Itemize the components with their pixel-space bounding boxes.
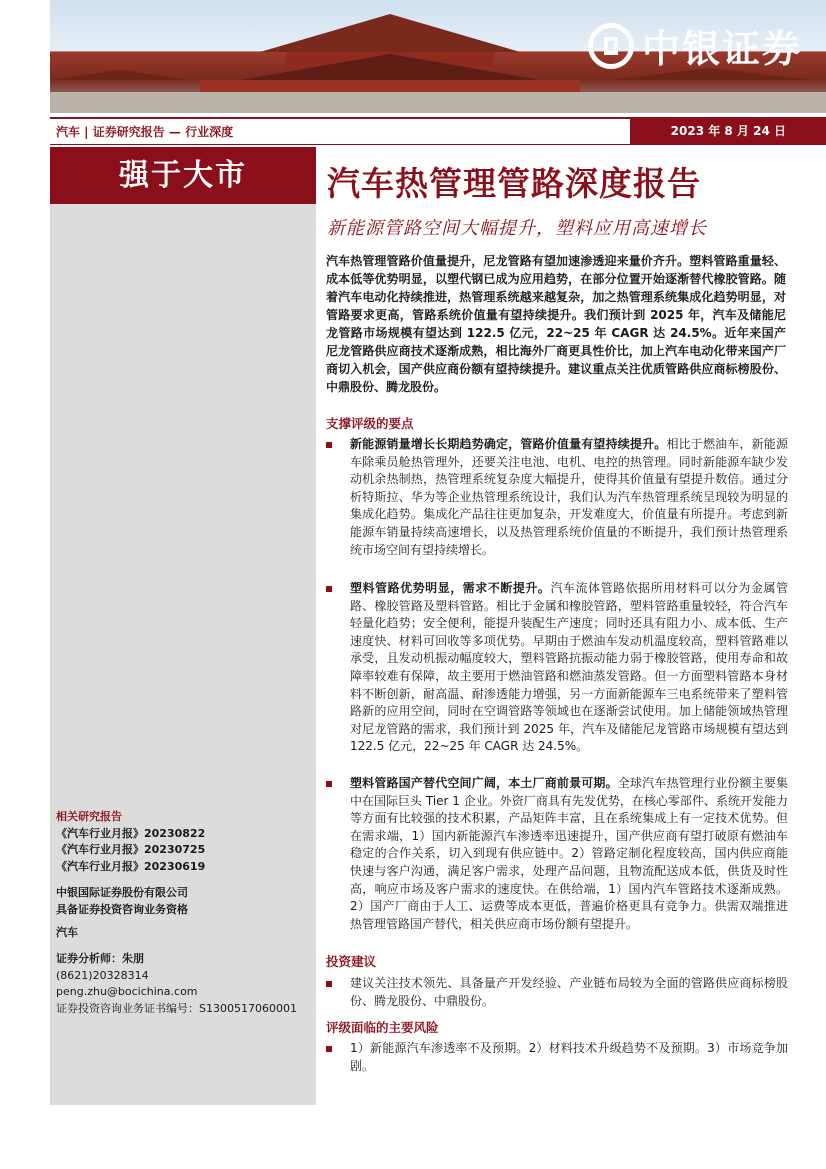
points-heading: 支撑评级的要点 [326,416,414,431]
company-qualification: 具备证券投资咨询业务资格 [56,902,188,916]
point-item [326,436,788,559]
risk-text: 1）新能源汽车渗透率不及预期。2）材料技术升级趋势不及预期。3）市场竞争加剧。 [350,1041,788,1073]
point-lead: 塑料管路优势明显，需求不断提升。 [350,581,551,595]
related-report-item[interactable]: 《汽车行业月报》20230822 [56,826,206,840]
invest-heading: 投资建议 [326,954,377,969]
related-report-item[interactable]: 《汽车行业月报》20230725 [56,843,206,856]
report-date: 2023 年 8 月 24 日 [630,119,826,144]
sector-label: 汽车 [56,926,78,939]
point-item [326,775,788,933]
point-lead: 塑料管路国产替代空间广阔，本土厂商前景可期。 [350,776,618,790]
sidebar [50,147,316,1105]
analyst-name: 证券分析师：朱朋 [56,952,144,965]
related-report-item[interactable]: 《汽车行业月报》20230619 [56,859,206,873]
point-lead: 新能源销量增长长期趋势确定，管路价值量有望持续提升。 [350,437,667,451]
risk-item [326,1040,788,1075]
related-reports [56,809,205,875]
summary-paragraph: 汽车热管理管路价值量提升，尼龙管路有望加速渗透迎来量价齐升。塑料管路重量轻、成本低等优势明显，以塑代钢已成为应用趋势，在部分位置开始逐渐替代橡胶管路。随着汽车电动化持续推进，热管理系统越来越复杂，加之热管理系统集成化趋势明显，对管路要求更高，管路系统价值量有望持续提升。我们预计到 2025 年，汽车及储能尼龙管路市场规模有望达到 122.5 亿元，22~25 年 CAGR 达 24.5%。近年来国产尼龙管路供应商技术逐渐成熟，相比海外厂商更具性价比，加上汽车电动化带来国产厂商切入机会，国产供应商份额有望持续提升。建议重点关注优质管路供应商标榜股份、中鼎股份、腾龙股份。 [326,254,786,394]
related-reports-title: 相关研究报告 [56,810,122,823]
point-body: 汽车流体管路依据所用材料可以分为金属管路、橡胶管路及塑料管路。相比于金属和橡胶管路，塑料管路重量较轻，符合汽车轻量化趋势；安全便利，能提升装配生产速度；同时还具有阻力小、成本低、生产速度快、材料可回收等多项优势。早期由于燃油车发动机温度较高，塑料管路难以承受，且发动机振动幅度较大，塑料管路抗振动能力弱于橡胶管路，使用寿命和故障率较难有保障，故主要用于燃油管路和燃油蒸发管路。但一方面塑料管路本身材料不断创新，耐高温、耐渗透能力增强，另一方面新能源车三电系统带来了塑料管路新的应用空间，同时在空调管路等领域也在逐渐尝试使用。加上储能领域热管理对尼龙管路的需求，我们预计到 2025 年，汽车及储能尼龙管路市场规模有望达到 122.5 亿元，22~25 年 CAGR 达 24.5%。 [350,581,788,754]
bullet-square-icon [326,1046,332,1052]
bullet-square-icon [326,586,332,592]
bullet-square-icon [326,442,332,448]
risk-heading: 评级面临的主要风险 [326,1020,439,1035]
brand-name: 中银证券 [641,27,802,71]
brand-logo [588,18,802,73]
rating-label: 强于大市 [50,147,316,204]
company-name: 中银国际证券股份有限公司 [56,886,188,899]
invest-text: 建议关注技术领先、具备量产开发经验、产业链布局较为全面的管路供应商标榜股份、腾龙股份、中鼎股份。 [350,976,788,1008]
point-body: 相比于燃油车，新能源车除乘员舱热管理外，还要关注电池、电机、电控的热管理。同时新能源车缺少发动机余热制热，热管理系统复杂度大幅提升，使得其价值量有望提升数倍。通过分析特斯拉、华为等企业热管理系统设计，我们认为汽车热管理系统呈现较为明显的集成化趋势。集成化产品往往更加复杂，开发难度大，价值量有所提升。考虑到新能源车销量持续高速增长，以及热管理系统价值量的不断提升，我们预计热管理系统市场空间有望持续增长。 [350,437,788,557]
analyst-phone: (8621)20328314 [56,968,149,982]
bank-logo-icon [588,23,634,69]
bullet-square-icon [326,781,332,787]
invest-item [326,975,788,1010]
report-subtitle: 新能源管路空间大幅提升，塑料应用高速增长 [327,218,707,239]
report-title: 汽车热管理管路深度报告 [327,164,701,203]
analyst-info [56,951,297,1017]
company-info [56,885,188,918]
point-item [326,580,788,756]
point-body: 全球汽车热管理行业份额主要集中在国际巨头 Tier 1 企业。外资厂商具有先发优势，在核心零部件、系统开发能力等方面有比较强的技术积累，产品矩阵丰富，且在系统集成上有一定技术优势。但在需求端，1）国内新能源汽车渗透率迅速提升，国产供应商有望打破原有燃油车稳定的合作关系，切入到现有供应链中。2）管路定制化程度较高，国内供应商能快速与客户沟通，满足客户需求，处理产品问题，且物流配送成本低，供货及时性高，响应市场及客户需求的速度快。在供给端，1）国内汽车管路技术逐渐成熟。2）国产厂商由于人工、运费等成本更低，普遍价格更具有竞争力。供需双端推进热管理管路国产替代，相关供应商市场份额有望提升。 [350,776,788,931]
analyst-license: 证券投资咨询业务证书编号：S1300517060001 [56,1001,297,1015]
report-category: 汽车 | 证券研究报告 — 行业深度 [56,125,234,139]
bullet-square-icon [326,981,332,987]
report-info-bar [50,117,826,145]
analyst-email[interactable]: peng.zhu@bocichina.com [56,985,198,998]
header-banner [50,0,826,113]
